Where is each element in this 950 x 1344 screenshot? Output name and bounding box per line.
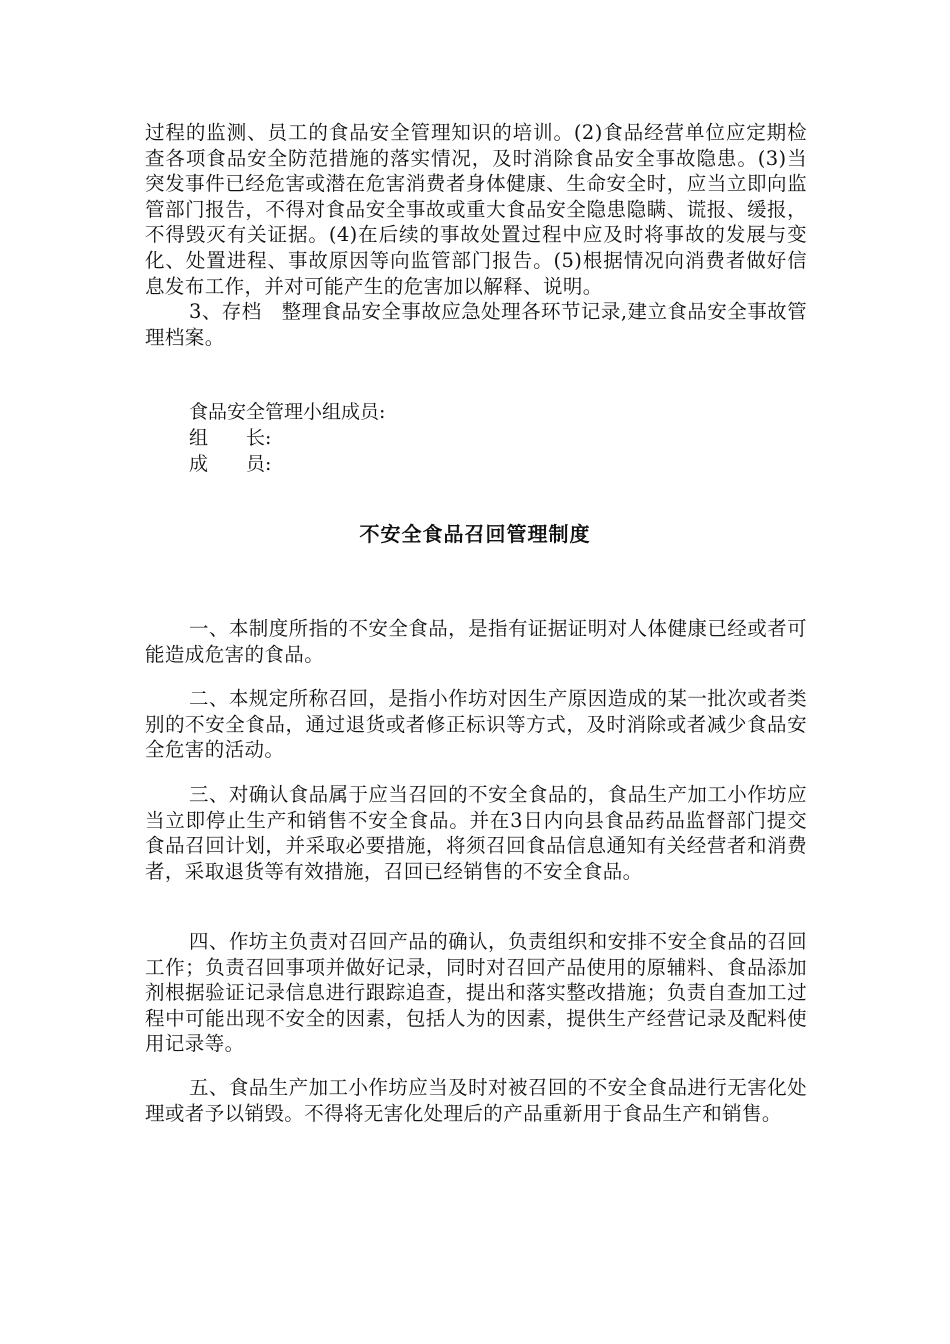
team-leader-line: 组 长: [189, 427, 272, 449]
paragraph-text: 一、本制度所指的不安全食品，是指有证据证明对人体健康已经或者可能造成危害的食品。 [145, 617, 807, 666]
recall-paragraph-4 [145, 929, 807, 1057]
paragraph-text: 三、对确认食品属于应当召回的不安全食品的，食品生产加工小作坊应当立即停止生产和销售不安全食品。并在3日内向县食品药品监督部门提交食品召回计划，并采取必要措施，将须召回食品信息通知有关经营者和消费者，采取退货等有效措施，召回已经销售的不安全食品。 [145, 783, 807, 883]
archive-paragraph: 3、存档 整理食品安全事故应急处理各环节记录,建立食品安全事故管理档案。 [145, 300, 807, 349]
paragraph-text: 二、本规定所称召回，是指小作坊对因生产原因造成的某一批次或者类别的不安全食品，通过退货或者修正标识等方式，及时消除或者减少食品安全危害的活动。 [145, 687, 807, 762]
team-member-line: 成 员: [189, 453, 272, 475]
team-heading: 食品安全管理小组成员: [189, 401, 386, 423]
recall-paragraph-2 [145, 686, 807, 763]
paragraph-text: 五、食品生产加工小作坊应当及时对被召回的不安全食品进行无害化处理或者予以销毁。不得将无害化处理后的产品重新用于食品生产和销售。 [145, 1076, 807, 1125]
section-title: 不安全食品召回管理制度 [359, 522, 591, 546]
recall-paragraph-5 [145, 1075, 807, 1126]
continuation-paragraph-1: 过程的监测、员工的食品安全管理知识的培训。(2)食品经营单位应定期检查各项食品安全防范措施的落实情况，及时消除食品安全事故隐患。(3)当突发事件已经危害或潜在危害消费者身体健康、生命安全时，应当立即向监管部门报告，不得对食品安全事故或重大食品安全隐患隐瞒、谎报、缓报，不得毁灭有关证据。(4)在后续的事故处置过程中应及时将事故的发展与变化、处置进程、事故原因等向监管部门报告。(5)根据情况向消费者做好信息发布工作，并对可能产生的危害加以解释、说明。 [145, 121, 807, 298]
paragraph-text: 四、作坊主负责对召回产品的确认，负责组织和安排不安全食品的召回工作；负责召回事项并做好记录，同时对召回产品使用的原辅料、食品添加剂根据验证记录信息进行跟踪追查，提出和落实整改措施；负责自查加工过程中可能出现不安全的因素，包括人为的因素，提供生产经营记录及配料使用记录等。 [145, 930, 807, 1056]
management-team-list [189, 399, 385, 477]
recall-paragraph-3 [145, 782, 807, 884]
recall-paragraph-1 [145, 616, 807, 667]
continuation-text [145, 120, 807, 350]
